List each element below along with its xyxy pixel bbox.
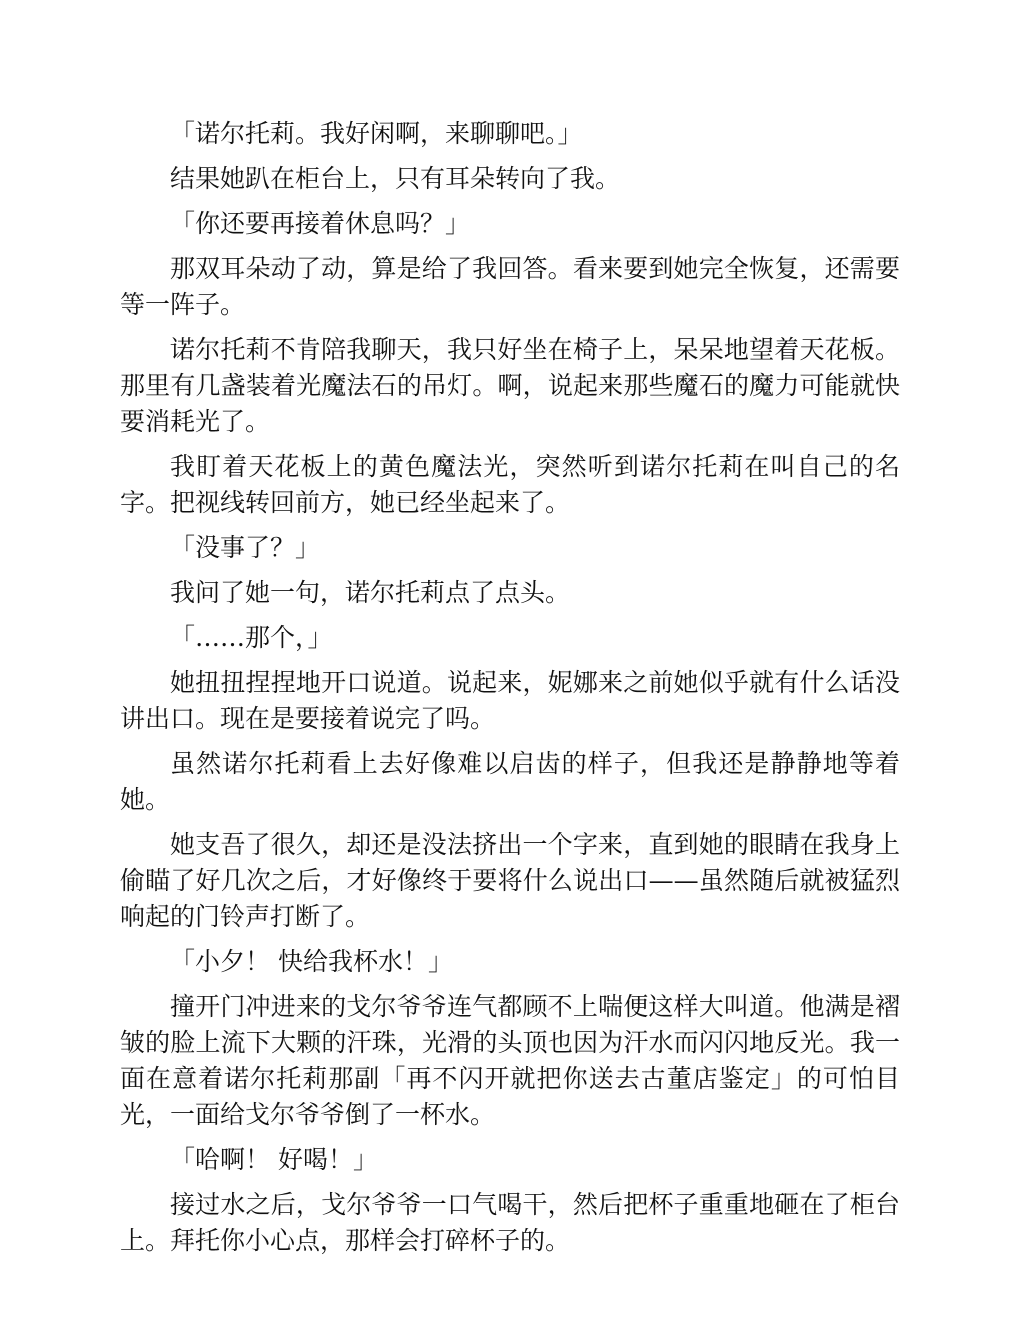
document-page xyxy=(120,116,900,1268)
paragraph: 那双耳朵动了动，算是给了我回答。看来要到她完全恢复，还需要等一阵子。 xyxy=(120,254,900,319)
paragraph: 「小夕！ 快给我杯水！」 xyxy=(170,947,453,976)
paragraph: 结果她趴在柜台上，只有耳朵转向了我。 xyxy=(170,164,621,193)
paragraph: 「哈啊！ 好喝！」 xyxy=(170,1145,378,1174)
paragraph: 虽然诺尔托莉看上去好像难以启齿的样子，但我还是静静地等着她。 xyxy=(120,749,900,814)
paragraph: 「没事了？」 xyxy=(170,533,321,562)
paragraph: 她扭扭捏捏地开口说道。说起来，妮娜来之前她似乎就有什么话没讲出口。现在是要接着说完了吗。 xyxy=(120,668,900,733)
paragraph: 我盯着天花板上的黄色魔法光，突然听到诺尔托莉在叫自己的名字。把视线转回前方，她已经坐起来了。 xyxy=(120,452,900,517)
paragraph: 「你还要再接着休息吗？」 xyxy=(170,209,471,238)
paragraph: 诺尔托莉不肯陪我聊天，我只好坐在椅子上，呆呆地望着天花板。那里有几盏装着光魔法石的吊灯。啊，说起来那些魔石的魔力可能就快要消耗光了。 xyxy=(120,335,900,436)
paragraph: 「诺尔托莉。我好闲啊，来聊聊吧。」 xyxy=(170,119,583,148)
paragraph: 接过水之后，戈尔爷爷一口气喝干，然后把杯子重重地砸在了柜台上。拜托你小心点，那样会打碎杯子的。 xyxy=(120,1190,900,1255)
paragraph: 我问了她一句，诺尔托莉点了点头。 xyxy=(170,578,571,607)
paragraph: 撞开门冲进来的戈尔爷爷连气都顾不上喘便这样大叫道。他满是褶皱的脸上流下大颗的汗珠，光滑的头顶也因为汗水而闪闪地反光。我一面在意着诺尔托莉那副「再不闪开就把你送去古董店鉴定」的可怕目光，一面给戈尔爷爷倒了一杯水。 xyxy=(120,992,900,1129)
paragraph: 她支吾了很久，却还是没法挤出一个字来，直到她的眼睛在我身上偷瞄了好几次之后，才好像终于要将什么说出口——虽然随后就被猛烈响起的门铃声打断了。 xyxy=(120,830,900,931)
paragraph: 「……那个，」 xyxy=(170,623,333,652)
